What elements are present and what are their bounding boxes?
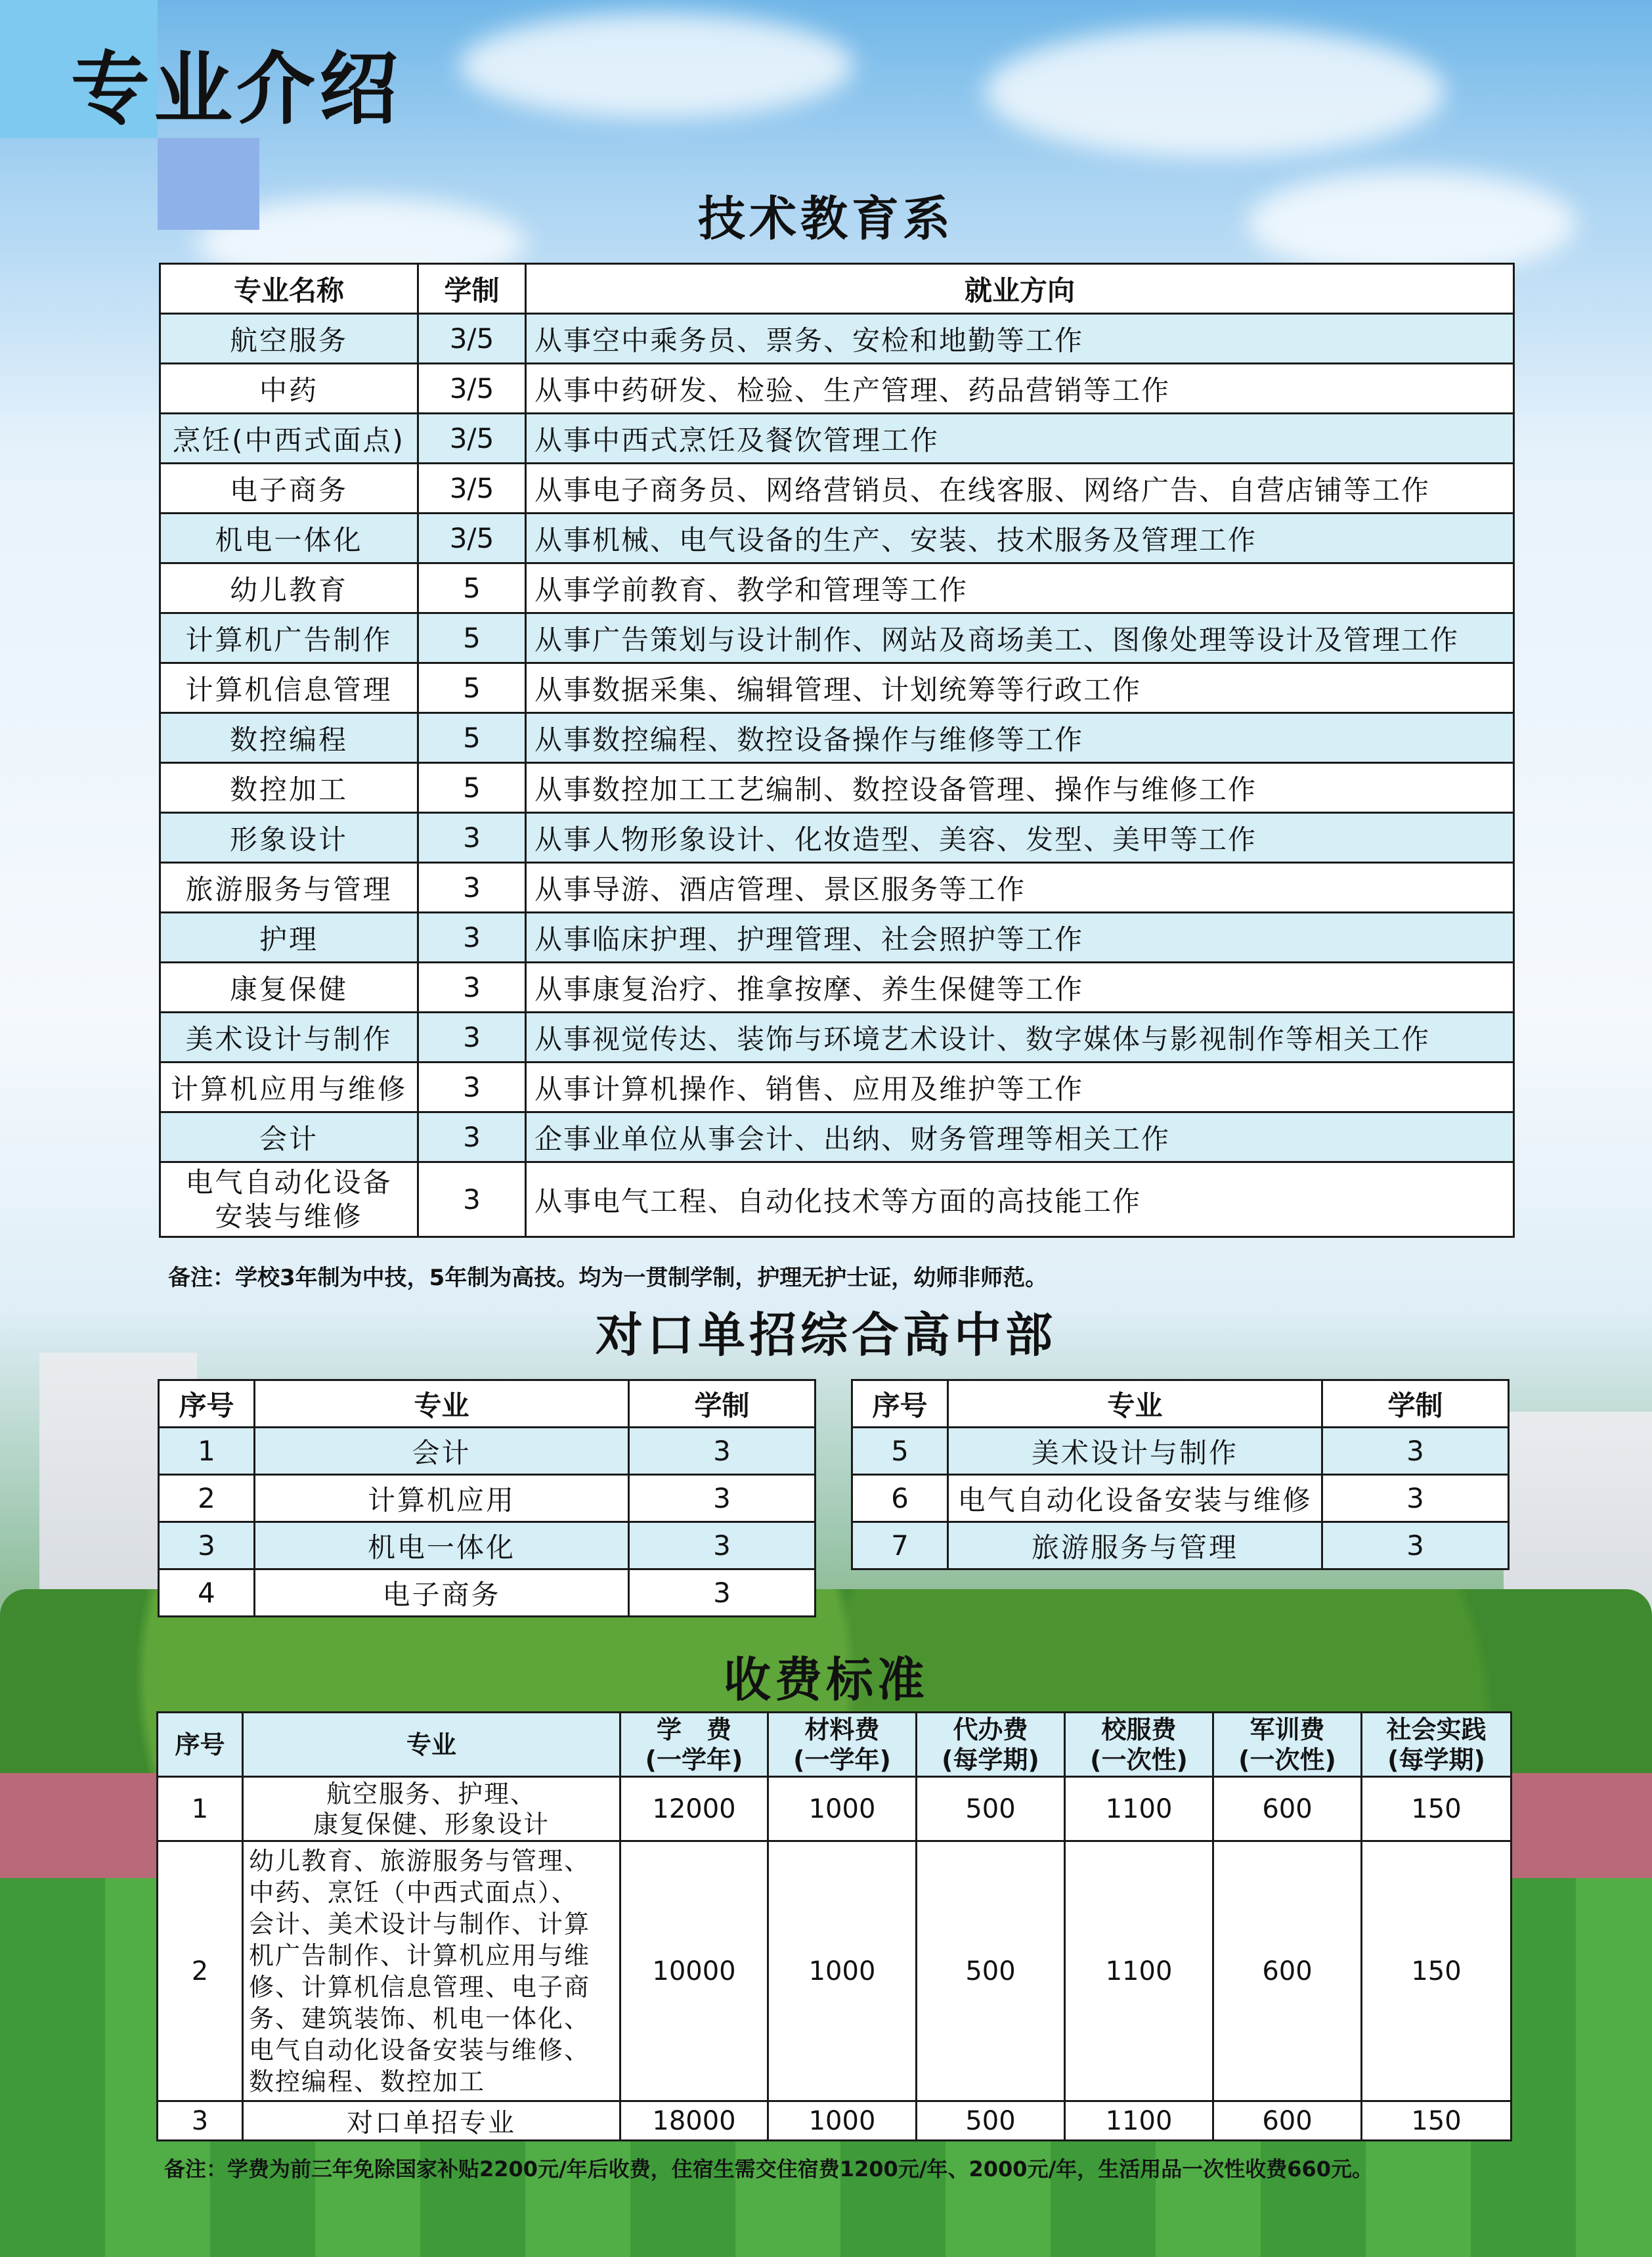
table-row: 2 计算机应用 3 [159, 1475, 815, 1522]
table-row: 1 会计 3 [159, 1428, 815, 1475]
duikou-table-right [851, 1379, 1510, 1570]
table-row: 计算机信息管理 5 从事数据采集、编辑管理、计划统筹等行政工作 [160, 663, 1514, 713]
table-row: 3 对口单招专业 18000 1000 500 1100 600 150 [158, 2101, 1511, 2141]
major-name-line: 安装与维修 [215, 1200, 363, 1233]
table-header-row: 序号 专业 学制 [159, 1380, 815, 1428]
table-row: 2 幼儿教育、旅游服务与管理、 中药、烹饪（中西式面点）、 会计、美术设计与制作、计算 机广告制作、计算机应用与维 修、计算机信息管理、电子商 务、建筑装饰、机电一体化、 电气自动化设备安装与维修、 数控编程、数控加工 10000 1000 500 1100 600 150 [158, 1841, 1511, 2101]
table-row: 幼儿教育 5 从事学前教育、教学和管理等工作 [160, 563, 1514, 613]
table-row: 计算机广告制作 5 从事广告策划与设计制作、网站及商场美工、图像处理等设计及管理工作 [160, 613, 1514, 663]
header-career: 就业方向 [526, 264, 1514, 314]
table-row: 旅游服务与管理 3 从事导游、酒店管理、景区服务等工作 [160, 863, 1514, 913]
table-header-row: 序号 专业 学 费 (一学年) 材料费 (一学年) 代办费 (每学期) 校服费 (一次性) 军训费 (一次性) 社会实践 (每学期) [158, 1713, 1511, 1777]
fees-note: 备注：学费为前三年免除国家补贴2200元/年后收费，住宿生需交住宿费1200元/年、2000元/年，生活用品一次性收费660元。 [164, 2157, 1374, 2181]
table-row: 数控编程 5 从事数控编程、数控设备操作与维修等工作 [160, 713, 1514, 763]
table-row: 电子商务 3/5 从事电子商务员、网络营销员、在线客服、网络广告、自营店铺等工作 [160, 464, 1514, 514]
table-row: 6 电气自动化设备安装与维修 3 [852, 1475, 1509, 1522]
table-row: 计算机应用与维修 3 从事计算机操作、销售、应用及维护等工作 [160, 1063, 1514, 1112]
table-row: 5 美术设计与制作 3 [852, 1428, 1509, 1475]
table-row: 护理 3 从事临床护理、护理管理、社会照护等工作 [160, 913, 1514, 963]
duikou-table-left [158, 1379, 816, 1617]
fees-table [156, 1711, 1512, 2141]
table-row: 康复保健 3 从事康复治疗、推拿按摩、养生保健等工作 [160, 963, 1514, 1013]
major-name-line: 电气自动化设备 [185, 1166, 393, 1198]
table-row: 美术设计与制作 3 从事视觉传达、装饰与环境艺术设计、数字媒体与影视制作等相关工作 [160, 1013, 1514, 1063]
table-row: 航空服务 3/5 从事空中乘务员、票务、安检和地勤等工作 [160, 314, 1514, 364]
table-row: 会计 3 企事业单位从事会计、出纳、财务管理等相关工作 [160, 1112, 1514, 1162]
table-row: 数控加工 5 从事数控加工工艺编制、数控设备管理、操作与维修工作 [160, 763, 1514, 813]
header-years: 学制 [418, 264, 526, 314]
table-row: 7 旅游服务与管理 3 [852, 1522, 1509, 1569]
duikou-section-title: 对口单招综合高中部 [595, 1307, 1056, 1363]
table-row: 烹饪(中西式面点) 3/5 从事中西式烹饪及餐饮管理工作 [160, 414, 1514, 464]
tech-note: 备注：学校3年制为中技，5年制为高技。均为一贯制学制，护理无护士证，幼师非师范。 [168, 1265, 1048, 1291]
table-header-row [160, 264, 1514, 314]
table-header-row: 序号 专业 学制 [852, 1380, 1509, 1428]
tech-majors-table [159, 263, 1515, 1238]
table-row: 4 电子商务 3 [159, 1569, 815, 1617]
table-row: 形象设计 3 从事人物形象设计、化妆造型、美容、发型、美甲等工作 [160, 813, 1514, 863]
table-row: 中药 3/5 从事中药研发、检验、生产管理、药品营销等工作 [160, 364, 1514, 414]
table-row: 机电一体化 3/5 从事机械、电气设备的生产、安装、技术服务及管理工作 [160, 514, 1514, 563]
table-row: 电气自动化设备 安装与维修 3 从事电气工程、自动化技术等方面的高技能工作 [160, 1162, 1514, 1237]
page-title: 专业介绍 [71, 44, 402, 135]
tech-section-title: 技术教育系 [697, 190, 954, 246]
fees-section-title: 收费标准 [723, 1652, 928, 1707]
table-row: 3 机电一体化 3 [159, 1522, 815, 1569]
header-major-name: 专业名称 [160, 264, 418, 314]
table-row: 1 航空服务、护理、 康复保健、形象设计 12000 1000 500 1100 600 150 [158, 1777, 1511, 1841]
